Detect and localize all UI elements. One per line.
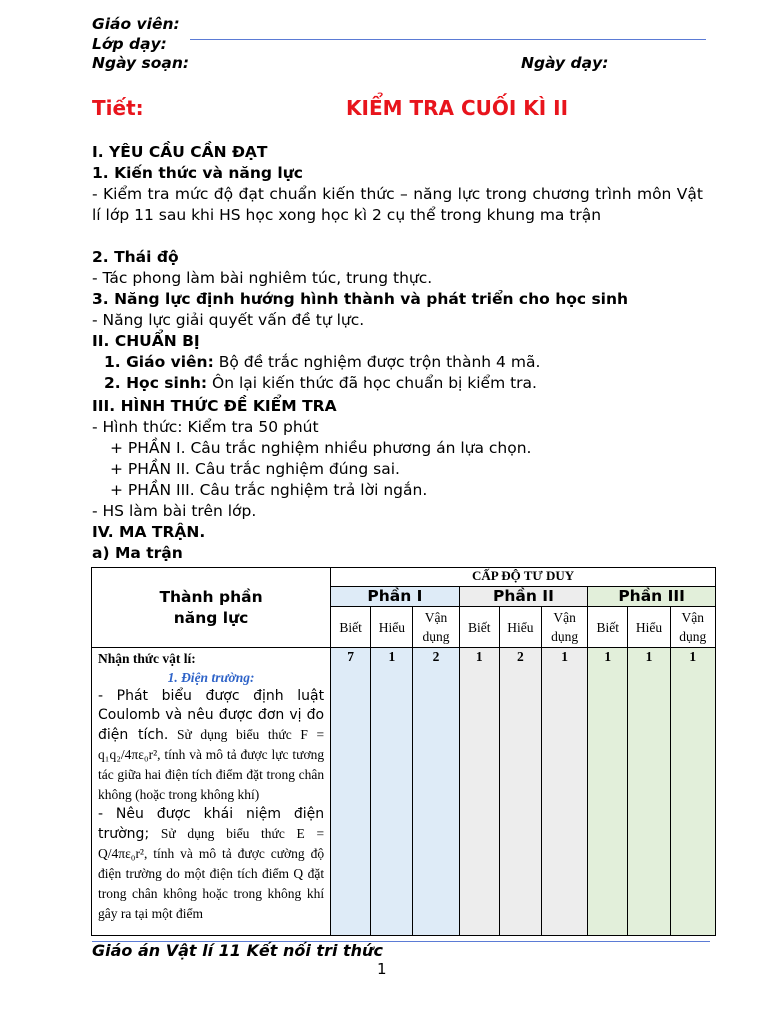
value-p2-understand: 2 — [499, 648, 541, 936]
p1-level-apply: Vận dụng — [413, 607, 459, 648]
value-p3-know: 1 — [588, 648, 628, 936]
part-3-header: Phần III — [588, 587, 716, 607]
competency-cell — [92, 648, 331, 936]
teacher-prep — [104, 353, 540, 371]
section-1-3-text: - Năng lực giải quyết vấn đề tự lực. — [92, 311, 365, 329]
row-label: Nhận thức vật lí: — [98, 651, 196, 666]
section-1-1-text: - Kiểm tra mức độ đạt chuẩn kiến thức – năng lực trong chương trình môn Vật lí lớp 11 sau khi HS học xong học kì 2 cụ thể trong khung ma trận — [92, 185, 703, 224]
p1-level-understand: Hiểu — [371, 607, 413, 648]
p3-level-apply: Vận dụng — [670, 607, 715, 648]
part-2-header: Phần II — [459, 587, 588, 607]
value-p1-apply: 2 — [413, 648, 459, 936]
exam-location: - HS làm bài trên lớp. — [92, 502, 257, 520]
part-1-header: Phần I — [331, 587, 460, 607]
matrix-table — [91, 567, 716, 936]
competency-header — [92, 568, 331, 648]
exam-part-3: + PHẦN III. Câu trắc nghiệm trả lời ngắn. — [110, 481, 428, 499]
section-1-heading: I. YÊU CẦU CẦN ĐẠT — [92, 143, 268, 161]
value-p1-understand: 1 — [371, 648, 413, 936]
teacher-prep-label: 1. Giáo viên: — [104, 353, 214, 371]
section-1-2-text: - Tác phong làm bài nghiêm túc, trung thực. — [92, 269, 433, 287]
section-1-1-heading: 1. Kiến thức và năng lực — [92, 164, 303, 182]
competency-header-line1: Thành phần — [159, 587, 263, 606]
value-p1-know: 7 — [331, 648, 371, 936]
topic-label: 1. Điện trường: — [167, 670, 255, 685]
item-1 — [98, 687, 324, 805]
p2-level-apply: Vận dụng — [542, 607, 588, 648]
teacher-prep-text: Bộ đề trắc nghiệm được trộn thành 4 mã. — [213, 353, 541, 371]
p3-level-know: Biết — [588, 607, 628, 648]
class-label: Lớp dạy: — [92, 35, 167, 53]
page-title: KIỂM TRA CUỐI KÌ II — [346, 96, 569, 120]
exam-form: - Hình thức: Kiểm tra 50 phút — [92, 418, 319, 436]
section-2-heading: II. CHUẨN BỊ — [92, 332, 200, 350]
student-prep-label: 2. Học sinh: — [104, 374, 208, 392]
item-1-a: - Phát biểu được định luật Coulomb và nêu được đơn vị đo điện tích. — [98, 688, 325, 743]
level-header: CẤP ĐỘ TƯ DUY — [331, 568, 716, 587]
exam-part-1: + PHẦN I. Câu trắc nghiệm nhiều phương án lựa chọn. — [110, 439, 532, 457]
period-label: Tiết: — [92, 96, 144, 120]
item-2-b: Sử dụng biểu thức E = Q/4πε₀r², tính và mô tả được cường độ điện trường do một điện tích điểm Q đặt trong chân không hoặc trong không khí gây ra tại một điểm — [98, 826, 325, 921]
item-1-b: Sử dụng biểu thức F = q₁q₂/4πε₀r², tính và mô tả được lực tương tác giữa hai điện tích điểm đặt trong chân không (hoặc trong không khí) — [98, 727, 325, 802]
competency-header-line2: năng lực — [173, 608, 249, 627]
value-p2-apply: 1 — [542, 648, 588, 936]
student-prep — [104, 374, 537, 392]
section-4-heading: IV. MA TRẬN. — [92, 523, 206, 541]
prep-date-label: Ngày soạn: — [92, 54, 190, 72]
footer-text: Giáo án Vật lí 11 Kết nối tri thức — [92, 941, 383, 960]
section-1-3-heading: 3. Năng lực định hướng hình thành và phát triển cho học sinh — [92, 290, 629, 308]
value-p3-understand: 1 — [628, 648, 670, 936]
teach-date-label: Ngày dạy: — [521, 54, 609, 72]
exam-part-2: + PHẦN II. Câu trắc nghiệm đúng sai. — [110, 460, 400, 478]
teacher-label: Giáo viên: — [92, 15, 180, 33]
page-number: 1 — [377, 960, 387, 978]
section-4-sub: a) Ma trận — [92, 544, 183, 562]
item-2 — [98, 805, 324, 924]
value-p3-apply: 1 — [670, 648, 715, 936]
p1-level-know: Biết — [331, 607, 371, 648]
section-3-heading: III. HÌNH THỨC ĐỀ KIỂM TRA — [92, 397, 337, 415]
p2-level-know: Biết — [459, 607, 499, 648]
p2-level-understand: Hiểu — [499, 607, 541, 648]
p3-level-understand: Hiểu — [628, 607, 670, 648]
section-1-2-heading: 2. Thái độ — [92, 248, 179, 266]
header-rule — [190, 39, 706, 40]
student-prep-text: Ôn lại kiến thức đã học chuẩn bị kiểm tra. — [207, 374, 537, 392]
value-p2-know: 1 — [459, 648, 499, 936]
item-2-a: - Nêu được khái niệm điện trường; — [98, 806, 325, 842]
